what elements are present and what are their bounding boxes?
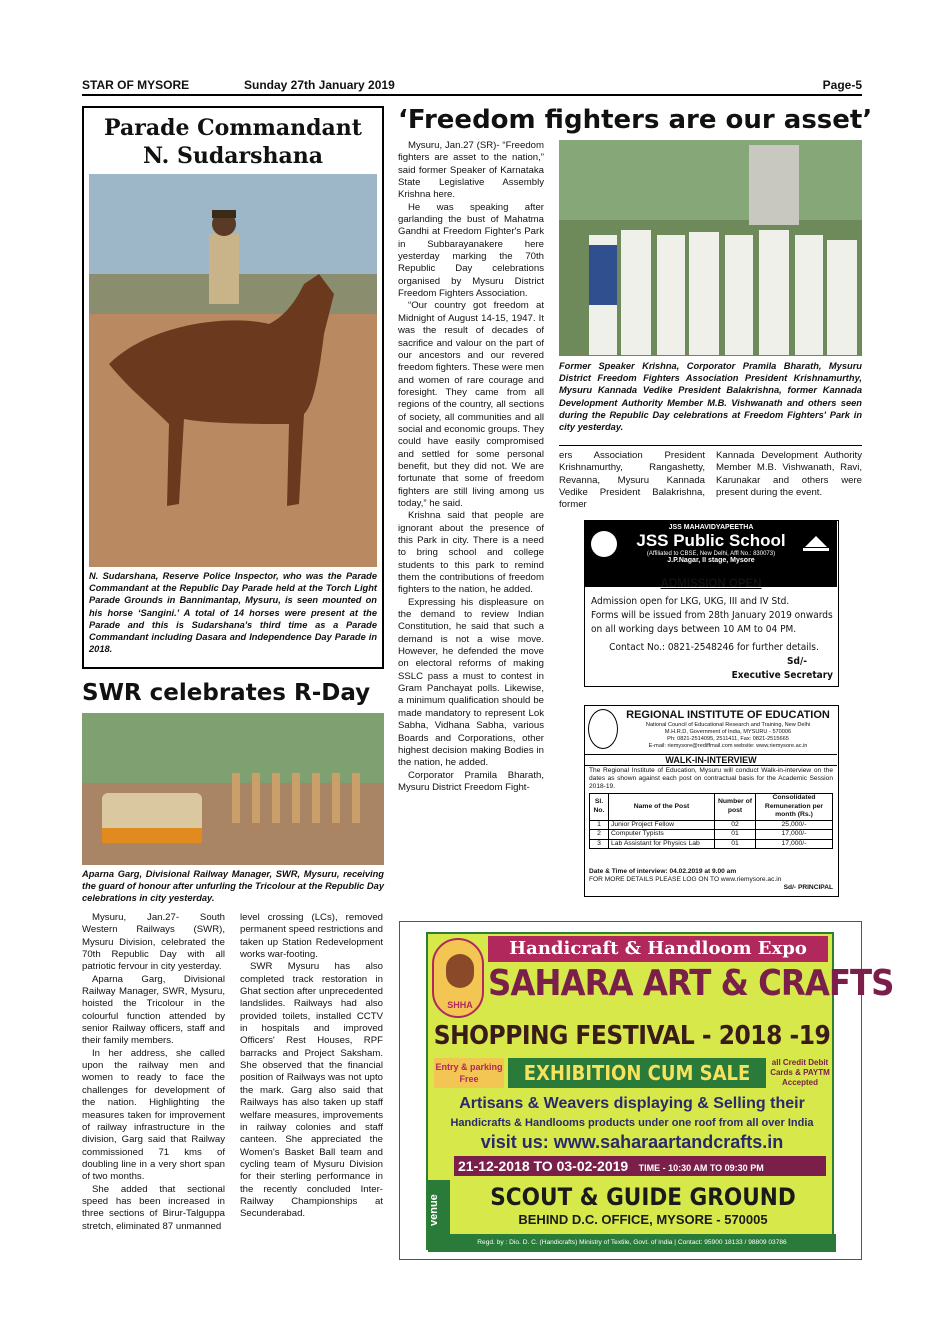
freedom-paragraph: Mysuru, Jan.27 (SR)- “Freedom fighters are asset to the nation,” said former Speaker of Karnataka State Legislative Assembly Krishna here. — [398, 140, 544, 201]
table-header-cell: Name of the Post — [609, 794, 715, 821]
jss-contact: Contact No.: 0821-2548246 for further details. — [609, 642, 819, 653]
sahara-logo — [432, 938, 484, 1018]
jss-body — [591, 595, 837, 683]
jss-line: Admission open for LKG, UKG, III and IV Std. — [591, 596, 790, 607]
jss-admission-heading: ADMISSION OPEN — [660, 578, 762, 590]
parade-commandant-box — [82, 106, 384, 669]
rie-walkin-heading: WALK-IN-INTERVIEW — [585, 754, 837, 766]
swr-paragraph: level crossing (LCs), removed permanent speed restrictions and taken up Station Redevelopment works war-footing. — [240, 912, 383, 961]
table-cell: 3 — [590, 839, 609, 849]
table-cell: 01 — [715, 830, 756, 840]
issue-date: Sunday 27th January 2019 — [244, 78, 395, 92]
sahara-name: SAHARA ART & CRAFTS — [488, 963, 894, 1004]
swr-paragraph: She added that sectional speed has been increased in three sections of Birur-Talguppa stretch, eliminated 87 unmanned — [82, 1183, 225, 1232]
table-cell: 25,000/- — [756, 820, 833, 830]
page-number: Page-5 — [822, 78, 862, 92]
parade-caption: N. Sudarshana, Reserve Police Inspector, who was the Parade Commandant at the Republic Day Parade held at the Torch Light Parade Grounds in Bannimantap, Mysuru, is seen mounted on his horse ‘Sangini.’ A total of 14 horses were present at the Parade and this is Sudarshana's third time as a Parade Commandant including Dasara and Independence Day Parade in 2018. — [89, 571, 377, 655]
sahara-logo-text: SHHA — [447, 1000, 473, 1010]
rie-subtitle: National Council of Educational Research and Training, New Delhi — [645, 722, 811, 728]
freedom-paragraph: Krishna said that people are ignorant about the presence of this Park in city. There is a need to bring school and college students to this park to remind them the contributions of freedom fighters to the nation, he added. — [398, 510, 544, 596]
parade-horse-photo — [89, 174, 377, 567]
sahara-expo-ad — [399, 921, 894, 1260]
masthead — [82, 78, 862, 96]
rie-title: REGIONAL INSTITUTE OF EDUCATION — [626, 709, 830, 721]
caption-rule — [559, 445, 862, 446]
rie-email: E-mail: riemysore@rediffmail.com website: www.riemysore.ac.in — [648, 743, 808, 749]
sahara-handicrafts: Handicrafts & Handlooms products under one roof from all over India — [450, 1117, 814, 1129]
rie-footer — [589, 868, 833, 892]
freedom-paragraph: Kannada Development Authority Member M.B. Vishwanath, Ravi, Karunakar and others were present during the event. — [716, 450, 862, 499]
swr-photo — [82, 713, 384, 865]
table-cell: 1 — [590, 820, 609, 830]
jss-school-name: JSS Public School — [636, 531, 786, 550]
rie-subtitle: M.H.R.D, Government of India, MYSURU - 570006 — [664, 729, 792, 735]
sahara-address: BEHIND D.C. OFFICE, MYSORE - 570005 — [518, 1212, 768, 1227]
table-cell: 01 — [715, 839, 756, 849]
table-header-cell: Consolidated Remuneration per month (Rs.) — [756, 794, 833, 821]
rie-details: FOR MORE DETAILS PLEASE LOG ON TO www.riemysore.ac.in — [589, 876, 782, 883]
paper-name: STAR OF MYSORE — [82, 78, 190, 92]
lady-portrait-icon — [446, 954, 474, 988]
freedom-paragraph: ers Association President Krishnamurthy, Rangashetty, Revanna, Mysuru Kannada Vedike President Balakrishna, former — [559, 450, 705, 511]
table-header-row — [590, 794, 833, 821]
freedom-photo — [559, 140, 862, 356]
rie-signatory: Sd/- PRINCIPAL — [783, 884, 833, 891]
table-header-cell: Number of post — [715, 794, 756, 821]
temple-icon — [801, 533, 831, 553]
sahara-website: visit us: www.saharaartandcrafts.in — [480, 1132, 784, 1152]
swr-column-1 — [82, 912, 225, 1233]
swr-caption: Aparna Garg, Divisional Railway Manager, SWR, Mysuru, receiving the guard of honour after unfurling the Tricolour at the Republic Day celebrations in city yesterday. — [82, 869, 384, 904]
table-cell: Computer Typists — [609, 830, 715, 840]
jss-admission-ad — [584, 520, 839, 687]
table-row — [590, 820, 833, 830]
sahara-entry-badge: Entry & parking Free — [434, 1058, 504, 1088]
swr-paragraph: SWR Mysuru has also completed track restoration in Ghat section after unprecedented landslides. Railways had also provided toilets, installed CCTV in hospitals and improved Officers' Rest Houses, RPF barracks and Project Saksham. She observed that the financial position of Railways was not upto the mark. Garg also said that Railways has also taken up staff welfare measures, improvements in railway colonies and staff canteen. She appreciated the Women's Basket Ball team and cycling team of Mysuru Division for their sterling performance in the recently concluded Inter-Railway Championships at Secunderabad. — [240, 961, 383, 1220]
rie-intro: The Regional Institute of Education, Mysuru will conduct Walk-in-interview on the dates as shown against each post on contractual basis for the Academic Session 2018-19. — [589, 767, 833, 790]
sahara-time: TIME - 10:30 AM TO 09:30 PM — [638, 1163, 764, 1173]
freedom-paragraph: “Our country got freedom at Midnight of August 14-15, 1947. It was the result of decades of sacrifice and valour on the part of our ancestors and our revered freedom fighters. These were men and women of rare courage and foresight. They came from all regions of the country, all sections of society, all communities and all social and economic groups. They could have easily compromised and settled for some personal benefit, but they did not. We are fortunate that some of freedom fighters are still living among us today,” he said. — [398, 300, 544, 509]
rie-header — [621, 709, 835, 750]
swr-headline: SWR celebrates R-Day — [82, 680, 371, 706]
table-cell: Junior Project Fellow — [609, 820, 715, 830]
sahara-ground: SCOUT & GUIDE GROUND — [490, 1183, 796, 1211]
parade-headline-line2: N. Sudarshana — [142, 143, 324, 169]
swr-paragraph: Aparna Garg, Divisional Railway Manager, SWR, Mysuru, hoisted the Tricolour in the colourful function attended by senior Railway officers, staff and their family members. — [82, 973, 225, 1047]
rie-phone: Ph: 0821-2514095, 2511411, Fax: 0821-2515665 — [667, 736, 789, 742]
parade-headline-line1: Parade Commandant — [104, 115, 362, 141]
jss-affiliation: (Affiliated to CBSE, New Delhi, Affl No.: 830073) — [646, 551, 776, 557]
jss-emblem-icon — [591, 531, 617, 557]
sahara-ad-panel — [426, 932, 894, 1250]
jss-sd: Sd/- — [787, 656, 807, 667]
table-row — [590, 830, 833, 840]
sahara-registration: Regd. by : Dio. D. C. (Handicrafts) Ministry of Textile, Govt. of India | Contact: 95900 18133 / 98809 03786 — [428, 1234, 836, 1252]
jss-signatory: Executive Secretary — [731, 670, 833, 681]
freedom-paragraph: Corporator Pramila Bharath, Mysuru District Freedom Fight- — [398, 769, 544, 793]
sahara-dates: 21-12-2018 TO 03-02-2019 — [458, 1158, 629, 1174]
rie-posts-table — [589, 793, 833, 849]
freedom-headline: ‘Freedom fighters are our asset’ — [398, 105, 873, 135]
freedom-column — [398, 140, 544, 794]
ncert-logo-icon — [588, 709, 618, 749]
table-cell: 17,000/- — [756, 839, 833, 849]
rie-interview-ad — [584, 705, 839, 897]
swr-column-2 — [240, 912, 383, 1221]
table-cell: 02 — [715, 820, 756, 830]
sahara-cards-note: all Credit Debit Cards & PAYTM Accepted — [770, 1058, 830, 1087]
jss-org: JSS MAHAVIDYAPEETHA — [668, 524, 754, 531]
sahara-artisans: Artisans & Weavers displaying & Selling their — [459, 1095, 805, 1112]
table-cell: 17,000/- — [756, 830, 833, 840]
jss-address: J.P.Nagar, II stage, Mysore — [667, 557, 755, 564]
freedom-paragraph: He was speaking after garlanding the bust of Mahatma Gandhi at Freedom Fighter's Park in Subbarayanakere here yesterday marking the 70th Republic Day celebrations organised by Mysuru District Freedom Fighters Association. — [398, 201, 544, 300]
jss-line: on all working days between 10 AM to 04 PM. — [591, 624, 797, 635]
freedom-tail-right — [716, 450, 862, 499]
swr-paragraph: Mysuru, Jan.27- South Western Railways (SWR), Mysuru Division, celebrated the 70th Republic Day with all patriotic fervour in city yesterday. — [82, 912, 225, 973]
table-cell: Lab Assistant for Physics Lab — [609, 839, 715, 849]
freedom-caption: Former Speaker Krishna, Corporator Pramila Bharath, Mysuru District Freedom Fighters Association President Krishnamurthy, Mysuru Kannada Vedike President Balakrishna, former Kannada Development Authority Member M.B. Vishwanath and others seen during the Republic Day celebrations at Freedom Fighters' Park in city yesterday. — [559, 361, 862, 433]
horse-rider-illustration — [89, 174, 377, 567]
jss-line: Forms will be issued from 28th January 2019 onwards — [591, 610, 833, 621]
sahara-venue-tag: venue — [428, 1180, 450, 1240]
table-header-cell: Sl. No. — [590, 794, 609, 821]
table-row — [590, 839, 833, 849]
freedom-paragraph: Expressing his displeasure on the demand to review Indian Constitution, he said that such a demand is not a wise move. However, he defended the move on electoral reforms of making SSLC pass a must to contest in Gram Panchayat polls. Likewise, a minimum qualification should be made mandatory to represent Lok Sabha, Vidhana Sabha, various Boards and Corporations, other highest decision making Bodies in the nation, he added. — [398, 596, 544, 769]
table-cell: 2 — [590, 830, 609, 840]
rie-table-wrap — [589, 793, 833, 849]
parade-headline — [84, 114, 382, 170]
rie-date: Date & Time of interview: 04.02.2019 at 9.00 am — [589, 868, 737, 875]
sahara-exhibition-banner: EXHIBITION CUM SALE — [508, 1058, 766, 1088]
guard-of-honour-illustration — [82, 713, 384, 865]
sahara-dates-bar — [454, 1156, 826, 1176]
swr-paragraph: In her address, she called upon the railway men and women to ready to face the challenges for development of the nation. Highlighting the measures taken for improvement of railway infrastructure in the division, Garg said that Railway commissioned 71 kms of doubling line in a very short span of two months. — [82, 1047, 225, 1183]
sahara-top-banner: Handicraft & Handloom Expo — [488, 936, 828, 962]
freedom-fighters-group-illustration — [559, 140, 862, 356]
freedom-tail-left — [559, 450, 705, 512]
sahara-festival: SHOPPING FESTIVAL - 2018 -19 — [433, 1021, 831, 1051]
